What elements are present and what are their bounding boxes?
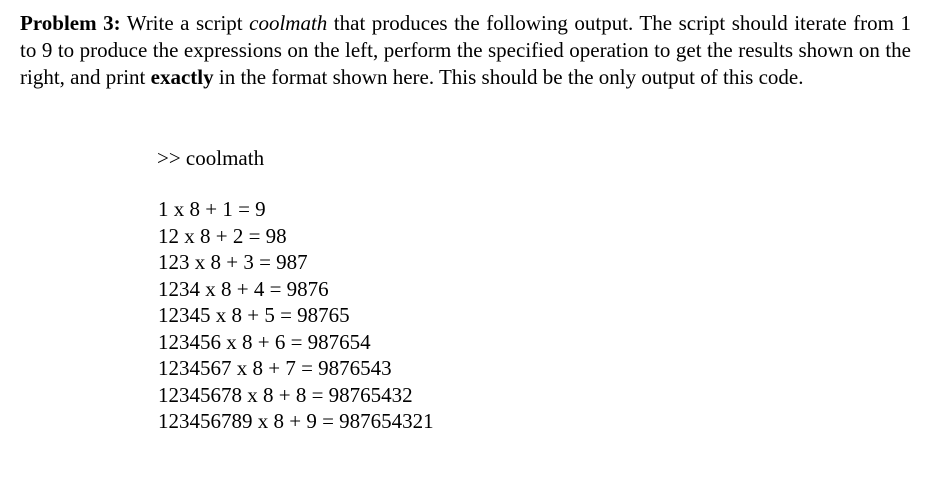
problem-text-1: Write a script [120,11,250,35]
problem-text-3: in the format shown here. This should be the only output of this code. [213,65,804,89]
output-line: 1 x 8 + 1 = 9 [158,197,266,221]
command-prompt: >> coolmath [157,146,265,170]
output-list [158,196,434,435]
output-line: 1234 x 8 + 4 = 9876 [158,276,329,301]
output-line: 12345 x 8 + 5 = 98765 [158,303,350,327]
problem-label: Problem 3: [20,11,121,35]
output-line: 123456789 x 8 + 9 = 987654321 [158,409,434,433]
problem-text-2: that produces the following output. The script should iterate from 1 to 9 to produce the expressions on the left, perform the specified operation to get the results shown on the right, and print [20,11,911,89]
output-line: 123 x 8 + 3 = 987 [158,250,308,274]
script-name: coolmath [249,11,328,35]
output-line: 12 x 8 + 2 = 98 [158,223,287,248]
output-line: 12345678 x 8 + 8 = 98765432 [158,382,413,407]
output-line: 1234567 x 8 + 7 = 9876543 [158,356,392,380]
problem-statement [20,10,911,91]
output-line: 123456 x 8 + 6 = 987654 [158,329,371,354]
emphasis-word: exactly [150,65,214,89]
